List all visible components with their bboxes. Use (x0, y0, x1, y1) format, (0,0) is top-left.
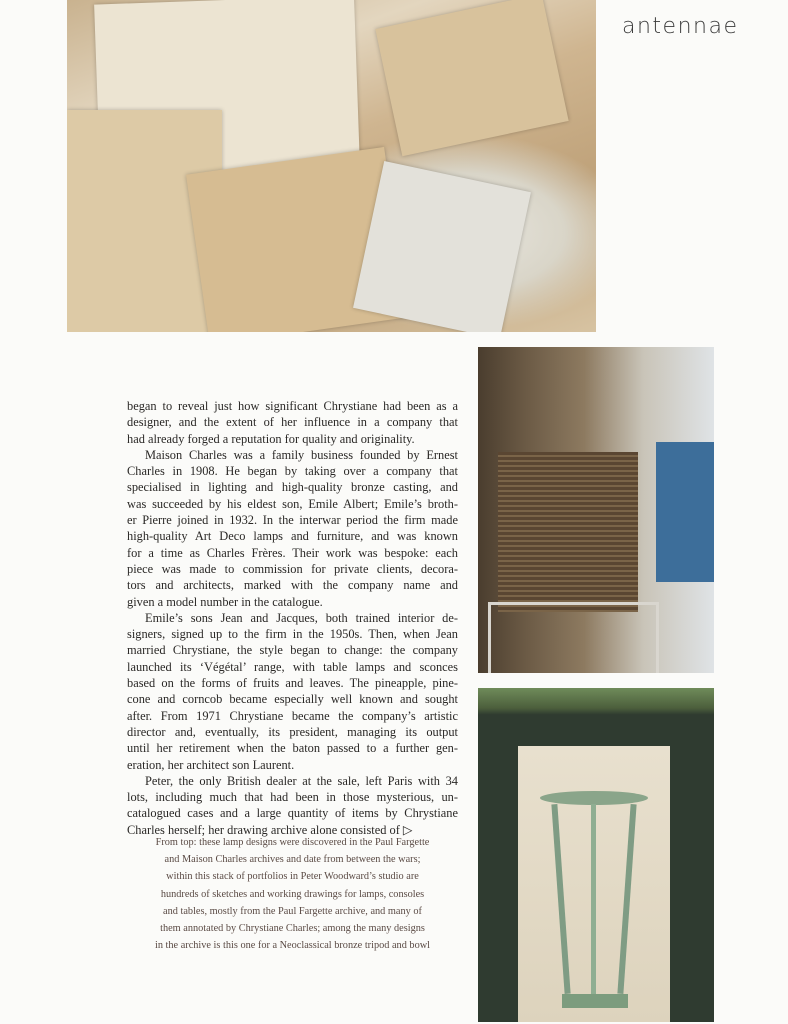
text-line: specialised in lighting and high-quality bronze casting, and (127, 480, 458, 495)
portfolio-stack (498, 452, 638, 612)
table-frame (488, 602, 659, 673)
tripod-leg (591, 804, 596, 994)
text-line: until her retirement when the baton passed to a further gen- (127, 741, 458, 756)
caption-line: hundreds of sketches and working drawings for lamps, consoles (160, 888, 425, 900)
tripod-leg (617, 804, 636, 994)
text-line: had already forged a reputation for quality and originality. (127, 431, 415, 446)
text-line: married Chrystiane, the style began to change: the company (127, 643, 458, 658)
tripod-leg (551, 804, 570, 994)
text-line: given a model number in the catalogue. (127, 594, 323, 609)
text-line: cone and corncob became especially well known and sought (127, 692, 458, 707)
tripod-base (562, 994, 628, 1008)
text-line: Maison Charles was a family business founded by Ernest (145, 447, 458, 462)
text-line: director and, eventually, its president, managing its output (127, 724, 458, 739)
photo-caption (127, 834, 458, 954)
tripod-bowl (540, 791, 648, 805)
sketch-sheet (375, 0, 568, 156)
article-body (127, 398, 458, 838)
caption-line: them annotated by Chrystiane Charles; among the many designs (160, 923, 425, 935)
text-line: er Pierre joined in 1932. In the interwar period the firm made (127, 513, 458, 528)
article-paragraph (127, 610, 458, 773)
caption-line: From top: these lamp designs were discovered in the Paul Fargette (155, 837, 430, 848)
photo-neoclassical-tripod-drawing (478, 688, 714, 1022)
article-paragraph (127, 773, 458, 838)
text-line: tors and architects, marked with the company name and (127, 578, 458, 593)
photo-portfolio-stack (478, 347, 714, 673)
sketch-sheet (353, 161, 531, 332)
text-line: eration, her architect son Laurent. (127, 757, 295, 772)
text-line: based on the forms of fruits and leaves. The pineapple, pine- (127, 676, 458, 691)
text-line: was succeeded by his eldest son, Emile Albert; Emile’s broth- (127, 496, 458, 511)
section-masthead: antennae (622, 14, 739, 39)
text-line: catalogued cases and a large quantity of items by Chrystiane (127, 806, 458, 821)
caption-line: within this stack of portfolios in Peter Woodward’s studio are (166, 871, 419, 883)
caption-line: in the archive is this one for a Neoclassical bronze tripod and bowl (154, 940, 431, 952)
article-paragraph (127, 447, 458, 610)
text-line: began to reveal just how significant Chrystiane had been as a (127, 399, 458, 413)
caption-line: and Maison Charles archives and date from between the wars; (164, 854, 421, 866)
text-line: after. From 1971 Chrystiane became the company’s artistic (127, 708, 458, 723)
text-line: for a time as Charles Frères. Their work was bespoke: each (127, 545, 458, 560)
text-line: Charles in 1908. He began by taking over a company that (127, 464, 458, 479)
text-line: Peter, the only British dealer at the sale, left Paris with 34 (145, 773, 458, 788)
blueprint (656, 442, 714, 582)
text-line: piece was made to commission for private clients, decora- (127, 561, 458, 576)
text-line: lots, including much that had been in those mysterious, un- (127, 790, 458, 805)
drawing-paper (518, 746, 670, 1022)
text-line: designer, and the extent of her influence in a company that (127, 415, 458, 430)
article-paragraph (127, 398, 458, 447)
text-line: signers, signed up to the firm in the 1950s. Then, when Jean (127, 627, 458, 642)
caption-line: and tables, mostly from the Paul Fargette archive, and many of (163, 905, 422, 917)
photo-lamp-design-sketches (67, 0, 596, 332)
text-line: Charles herself; her drawing archive alone consisted of ▷ (127, 822, 413, 837)
text-line: launched its ‘Végétal’ range, with table lamps and sconces (127, 659, 458, 674)
text-line: Emile’s sons Jean and Jacques, both trained interior de- (145, 610, 458, 625)
text-line: high-quality Art Deco lamps and furniture, and was known (127, 529, 458, 544)
